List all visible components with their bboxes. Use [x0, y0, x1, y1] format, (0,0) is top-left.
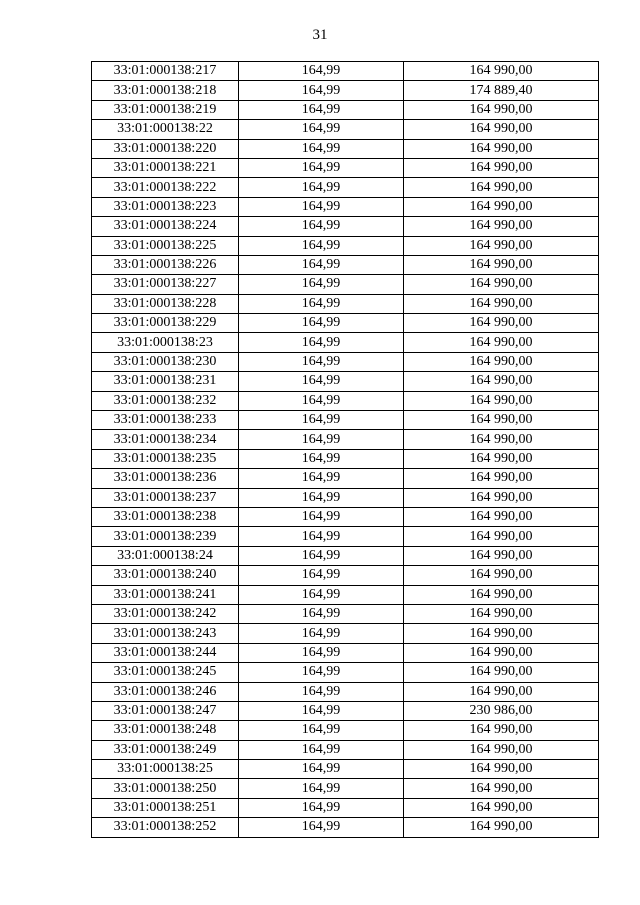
cadastral-number-cell: 33:01:000138:23 [92, 333, 239, 352]
value-cell: 164 990,00 [404, 682, 599, 701]
area-cell: 164,99 [239, 721, 404, 740]
value-cell: 164 990,00 [404, 197, 599, 216]
cadastral-number-cell: 33:01:000138:234 [92, 430, 239, 449]
cadastral-number-cell: 33:01:000138:232 [92, 391, 239, 410]
area-cell: 164,99 [239, 779, 404, 798]
area-cell: 164,99 [239, 546, 404, 565]
area-cell: 164,99 [239, 197, 404, 216]
table-row [92, 604, 599, 623]
cadastral-number-cell: 33:01:000138:248 [92, 721, 239, 740]
cadastral-number-cell: 33:01:000138:231 [92, 372, 239, 391]
area-cell: 164,99 [239, 314, 404, 333]
table-row [92, 507, 599, 526]
table-row [92, 682, 599, 701]
table-row [92, 663, 599, 682]
area-cell: 164,99 [239, 391, 404, 410]
cadastral-number-cell: 33:01:000138:219 [92, 100, 239, 119]
area-cell: 164,99 [239, 62, 404, 81]
value-cell: 164 990,00 [404, 255, 599, 274]
table-row [92, 546, 599, 565]
cadastral-number-cell: 33:01:000138:217 [92, 62, 239, 81]
cadastral-number-cell: 33:01:000138:238 [92, 507, 239, 526]
value-cell: 164 990,00 [404, 585, 599, 604]
table-row [92, 255, 599, 274]
area-cell: 164,99 [239, 81, 404, 100]
table-row [92, 314, 599, 333]
value-cell: 164 990,00 [404, 798, 599, 817]
value-cell: 164 990,00 [404, 430, 599, 449]
cadastral-number-cell: 33:01:000138:246 [92, 682, 239, 701]
table-row [92, 740, 599, 759]
value-cell: 164 990,00 [404, 217, 599, 236]
cadastral-number-cell: 33:01:000138:235 [92, 449, 239, 468]
area-cell: 164,99 [239, 740, 404, 759]
cadastral-number-cell: 33:01:000138:237 [92, 488, 239, 507]
area-cell: 164,99 [239, 217, 404, 236]
value-cell: 230 986,00 [404, 701, 599, 720]
area-cell: 164,99 [239, 100, 404, 119]
value-cell: 164 990,00 [404, 391, 599, 410]
table-row [92, 158, 599, 177]
value-cell: 164 990,00 [404, 62, 599, 81]
value-cell: 164 990,00 [404, 624, 599, 643]
table-row [92, 701, 599, 720]
value-cell: 164 990,00 [404, 314, 599, 333]
value-cell: 164 990,00 [404, 818, 599, 837]
area-cell: 164,99 [239, 120, 404, 139]
cadastral-number-cell: 33:01:000138:251 [92, 798, 239, 817]
area-cell: 164,99 [239, 527, 404, 546]
value-cell: 164 990,00 [404, 236, 599, 255]
area-cell: 164,99 [239, 158, 404, 177]
cadastral-number-cell: 33:01:000138:22 [92, 120, 239, 139]
value-cell: 164 990,00 [404, 411, 599, 430]
area-cell: 164,99 [239, 372, 404, 391]
area-cell: 164,99 [239, 604, 404, 623]
value-cell: 174 889,40 [404, 81, 599, 100]
table-row [92, 372, 599, 391]
cadastral-number-cell: 33:01:000138:243 [92, 624, 239, 643]
cadastral-number-cell: 33:01:000138:221 [92, 158, 239, 177]
value-cell: 164 990,00 [404, 527, 599, 546]
area-cell: 164,99 [239, 818, 404, 837]
table-row [92, 643, 599, 662]
table-row [92, 469, 599, 488]
table-row [92, 798, 599, 817]
area-cell: 164,99 [239, 430, 404, 449]
cadastral-number-cell: 33:01:000138:218 [92, 81, 239, 100]
area-cell: 164,99 [239, 275, 404, 294]
area-cell: 164,99 [239, 449, 404, 468]
table-row [92, 120, 599, 139]
table-row [92, 760, 599, 779]
table-row [92, 779, 599, 798]
value-cell: 164 990,00 [404, 352, 599, 371]
cadastral-number-cell: 33:01:000138:24 [92, 546, 239, 565]
value-cell: 164 990,00 [404, 333, 599, 352]
table-row [92, 818, 599, 837]
value-cell: 164 990,00 [404, 139, 599, 158]
value-cell: 164 990,00 [404, 449, 599, 468]
table-row [92, 391, 599, 410]
table-row [92, 430, 599, 449]
area-cell: 164,99 [239, 352, 404, 371]
cadastral-number-cell: 33:01:000138:252 [92, 818, 239, 837]
value-cell: 164 990,00 [404, 507, 599, 526]
table-row [92, 81, 599, 100]
area-cell: 164,99 [239, 643, 404, 662]
value-cell: 164 990,00 [404, 488, 599, 507]
table-row [92, 624, 599, 643]
table-row [92, 566, 599, 585]
area-cell: 164,99 [239, 682, 404, 701]
cadastral-number-cell: 33:01:000138:236 [92, 469, 239, 488]
table-row [92, 100, 599, 119]
table-row [92, 449, 599, 468]
cadastral-number-cell: 33:01:000138:249 [92, 740, 239, 759]
value-cell: 164 990,00 [404, 469, 599, 488]
cadastral-number-cell: 33:01:000138:242 [92, 604, 239, 623]
area-cell: 164,99 [239, 178, 404, 197]
value-cell: 164 990,00 [404, 721, 599, 740]
value-cell: 164 990,00 [404, 779, 599, 798]
cadastral-number-cell: 33:01:000138:244 [92, 643, 239, 662]
value-cell: 164 990,00 [404, 275, 599, 294]
value-cell: 164 990,00 [404, 740, 599, 759]
table-row [92, 197, 599, 216]
value-cell: 164 990,00 [404, 566, 599, 585]
table-row [92, 62, 599, 81]
value-cell: 164 990,00 [404, 546, 599, 565]
cadastral-number-cell: 33:01:000138:229 [92, 314, 239, 333]
table-row [92, 488, 599, 507]
area-cell: 164,99 [239, 585, 404, 604]
cadastral-number-cell: 33:01:000138:230 [92, 352, 239, 371]
cadastral-number-cell: 33:01:000138:240 [92, 566, 239, 585]
cadastral-number-cell: 33:01:000138:227 [92, 275, 239, 294]
table-row [92, 585, 599, 604]
area-cell: 164,99 [239, 566, 404, 585]
area-cell: 164,99 [239, 469, 404, 488]
table-row [92, 352, 599, 371]
cadastral-number-cell: 33:01:000138:228 [92, 294, 239, 313]
cadastral-number-cell: 33:01:000138:25 [92, 760, 239, 779]
table-row [92, 527, 599, 546]
area-cell: 164,99 [239, 701, 404, 720]
value-cell: 164 990,00 [404, 604, 599, 623]
value-cell: 164 990,00 [404, 643, 599, 662]
cadastral-table [91, 61, 599, 838]
area-cell: 164,99 [239, 139, 404, 158]
table-body [92, 62, 599, 838]
cadastral-number-cell: 33:01:000138:220 [92, 139, 239, 158]
cadastral-number-cell: 33:01:000138:241 [92, 585, 239, 604]
cadastral-number-cell: 33:01:000138:224 [92, 217, 239, 236]
area-cell: 164,99 [239, 255, 404, 274]
table-row [92, 294, 599, 313]
cadastral-number-cell: 33:01:000138:223 [92, 197, 239, 216]
table-row [92, 217, 599, 236]
value-cell: 164 990,00 [404, 760, 599, 779]
area-cell: 164,99 [239, 294, 404, 313]
cadastral-number-cell: 33:01:000138:247 [92, 701, 239, 720]
cadastral-number-cell: 33:01:000138:250 [92, 779, 239, 798]
value-cell: 164 990,00 [404, 158, 599, 177]
area-cell: 164,99 [239, 507, 404, 526]
area-cell: 164,99 [239, 760, 404, 779]
cadastral-number-cell: 33:01:000138:226 [92, 255, 239, 274]
value-cell: 164 990,00 [404, 663, 599, 682]
table-row [92, 139, 599, 158]
cadastral-number-cell: 33:01:000138:233 [92, 411, 239, 430]
value-cell: 164 990,00 [404, 294, 599, 313]
table-row [92, 333, 599, 352]
value-cell: 164 990,00 [404, 178, 599, 197]
area-cell: 164,99 [239, 411, 404, 430]
cadastral-number-cell: 33:01:000138:239 [92, 527, 239, 546]
area-cell: 164,99 [239, 663, 404, 682]
cadastral-number-cell: 33:01:000138:222 [92, 178, 239, 197]
value-cell: 164 990,00 [404, 372, 599, 391]
cadastral-number-cell: 33:01:000138:225 [92, 236, 239, 255]
table-row [92, 275, 599, 294]
table-row [92, 411, 599, 430]
table-row [92, 178, 599, 197]
value-cell: 164 990,00 [404, 120, 599, 139]
area-cell: 164,99 [239, 236, 404, 255]
table-row [92, 721, 599, 740]
cadastral-number-cell: 33:01:000138:245 [92, 663, 239, 682]
area-cell: 164,99 [239, 624, 404, 643]
area-cell: 164,99 [239, 333, 404, 352]
page-number: 31 [312, 27, 328, 43]
area-cell: 164,99 [239, 488, 404, 507]
area-cell: 164,99 [239, 798, 404, 817]
table-row [92, 236, 599, 255]
value-cell: 164 990,00 [404, 100, 599, 119]
